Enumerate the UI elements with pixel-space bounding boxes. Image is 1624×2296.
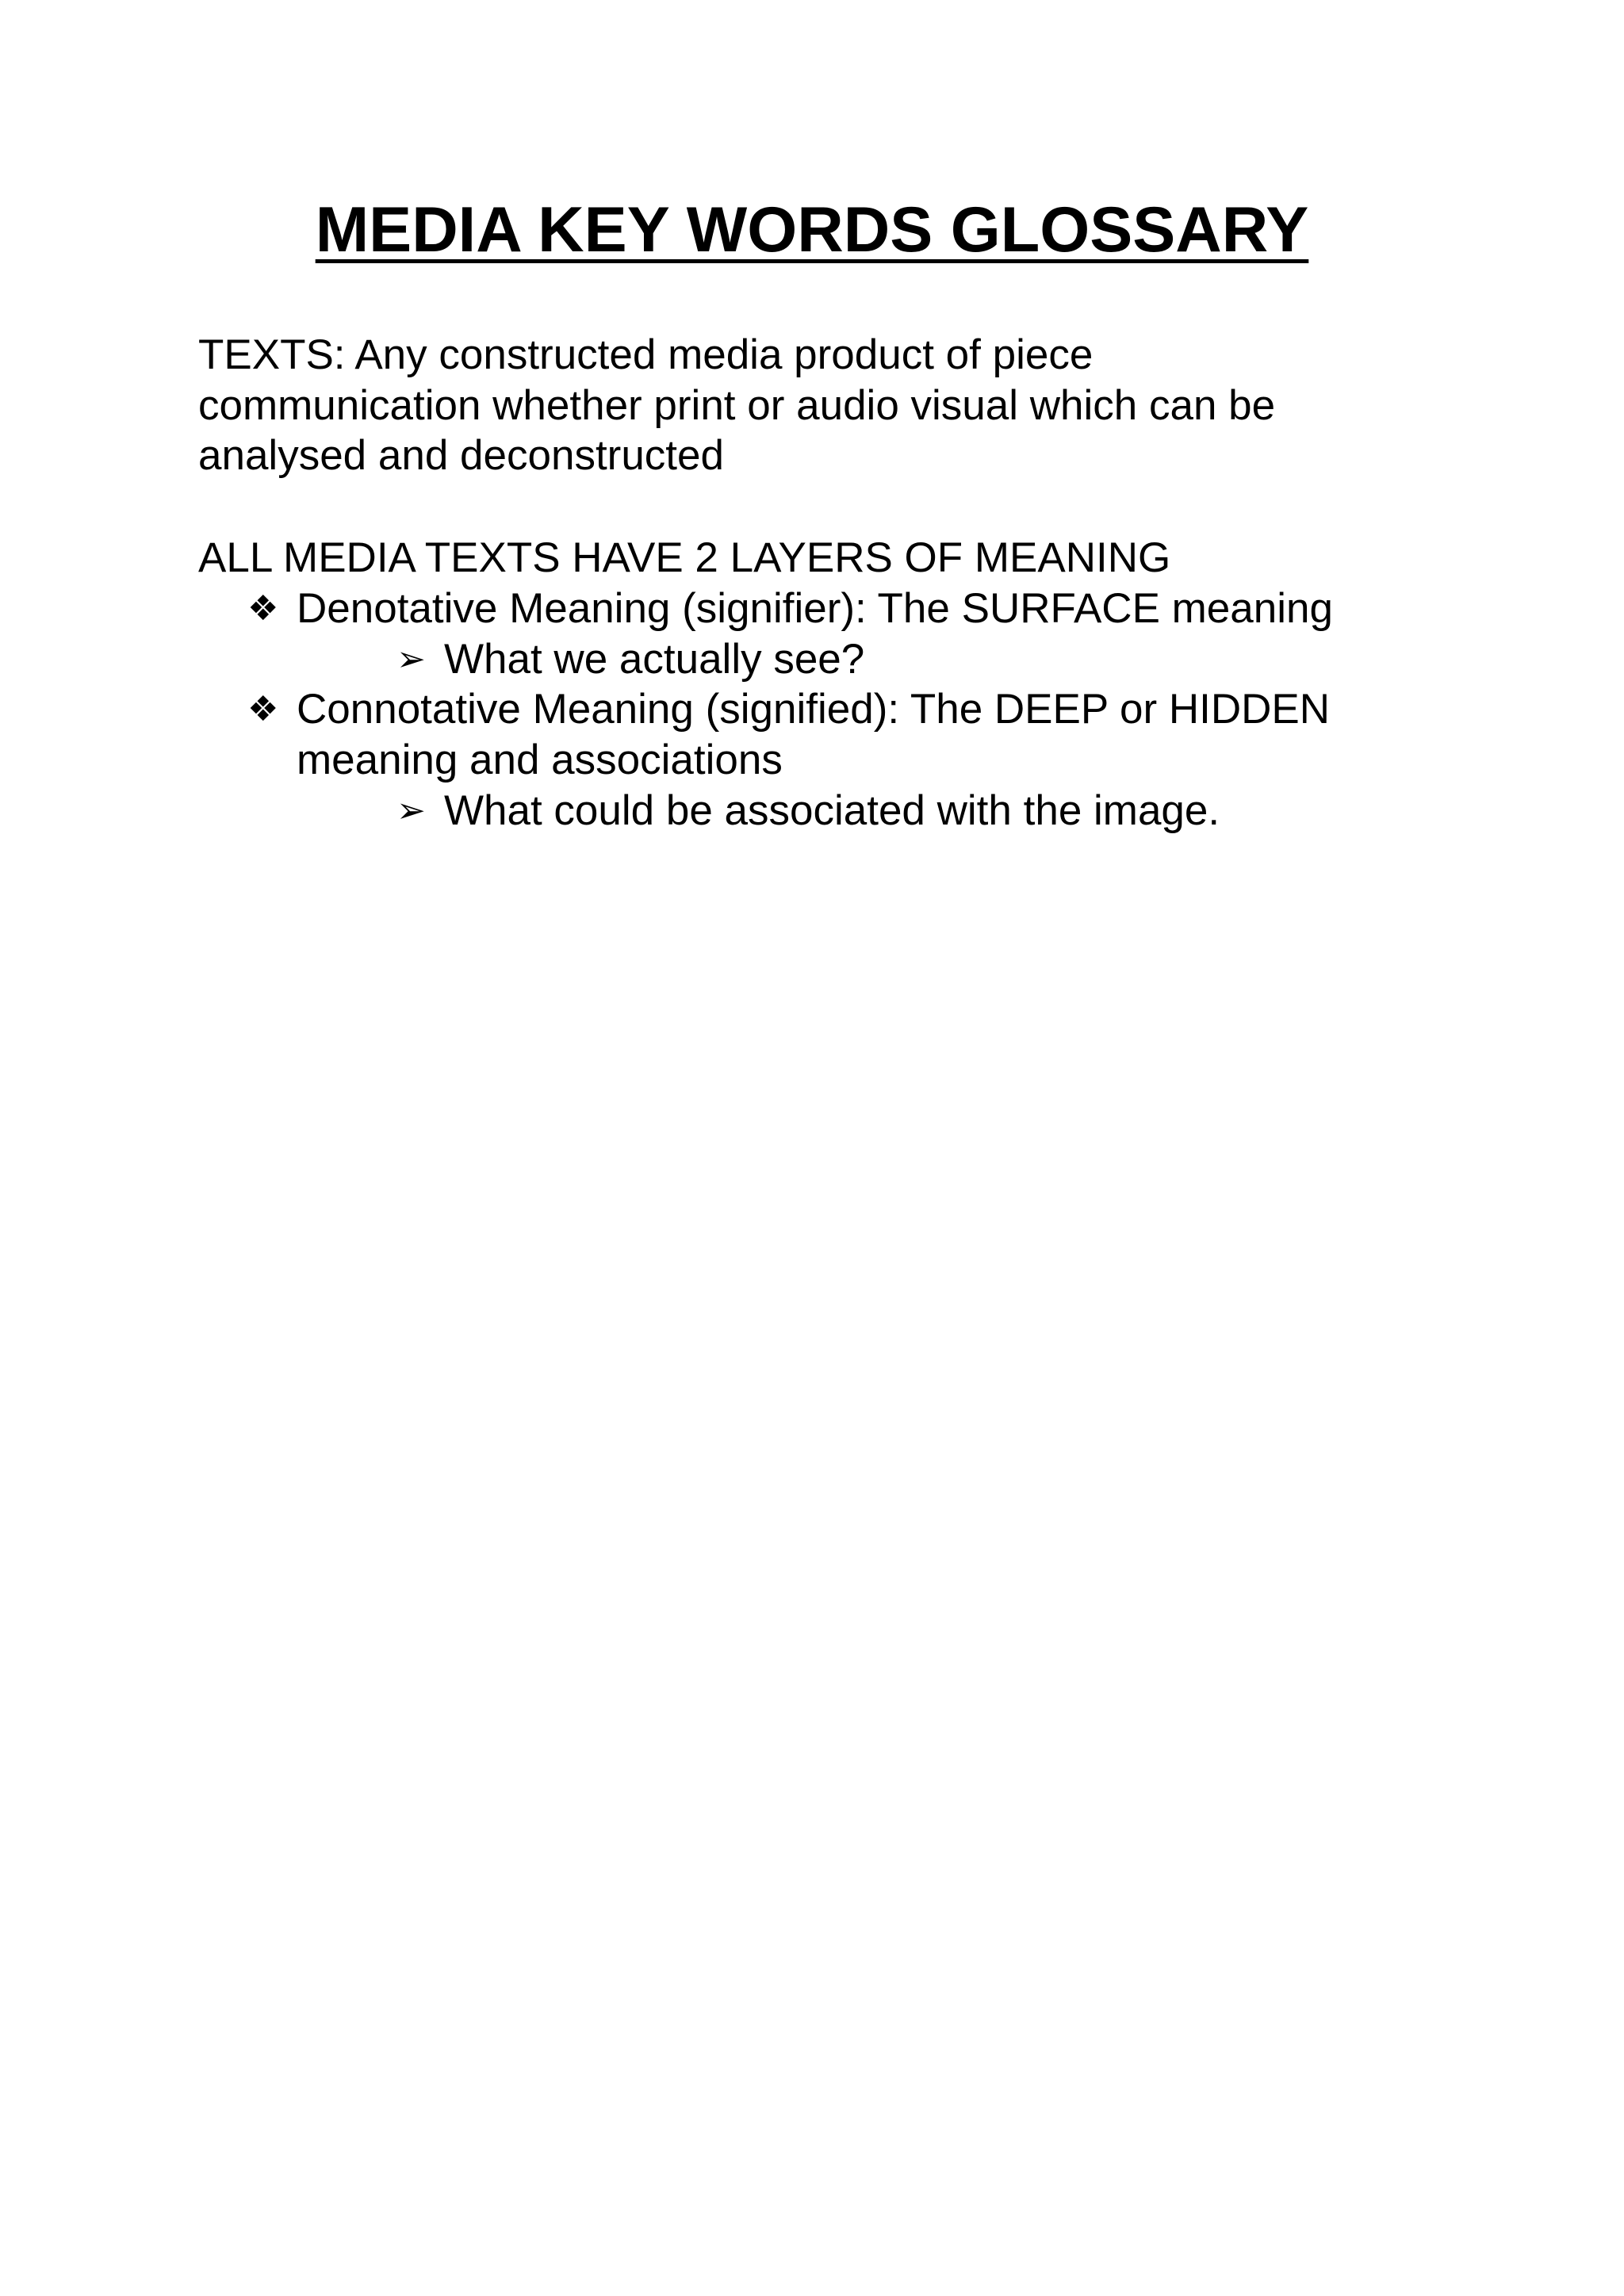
page-title <box>0 190 1624 270</box>
arrow-bullet-icon: ➢ <box>396 790 426 831</box>
page-title-text: MEDIA KEY WORDS GLOSSARY <box>315 194 1309 266</box>
diamond-bullet-icon: ❖ <box>247 588 279 629</box>
sub-bullet-connotative: What could be associated with the image. <box>444 787 1220 834</box>
bullet-connotative-line-2: meaning and associations <box>297 737 783 783</box>
definition-line-3: analysed and deconstructed <box>198 432 724 479</box>
diamond-bullet-icon: ❖ <box>247 689 279 729</box>
bullet-connotative-line-1: Connotative Meaning (signified): The DEEP or HIDDEN <box>297 686 1331 733</box>
definition-line-2: communication whether print or audio visual which can be <box>198 382 1276 429</box>
layers-heading: ALL MEDIA TEXTS HAVE 2 LAYERS OF MEANING <box>198 534 1171 581</box>
arrow-bullet-icon: ➢ <box>396 639 426 679</box>
sub-bullet-denotative: What we actually see? <box>444 636 865 683</box>
bullet-denotative-line-1: Denotative Meaning (signifier): The SURFACE meaning <box>297 585 1333 632</box>
definition-line-1: TEXTS: Any constructed media product of piece <box>198 331 1094 378</box>
